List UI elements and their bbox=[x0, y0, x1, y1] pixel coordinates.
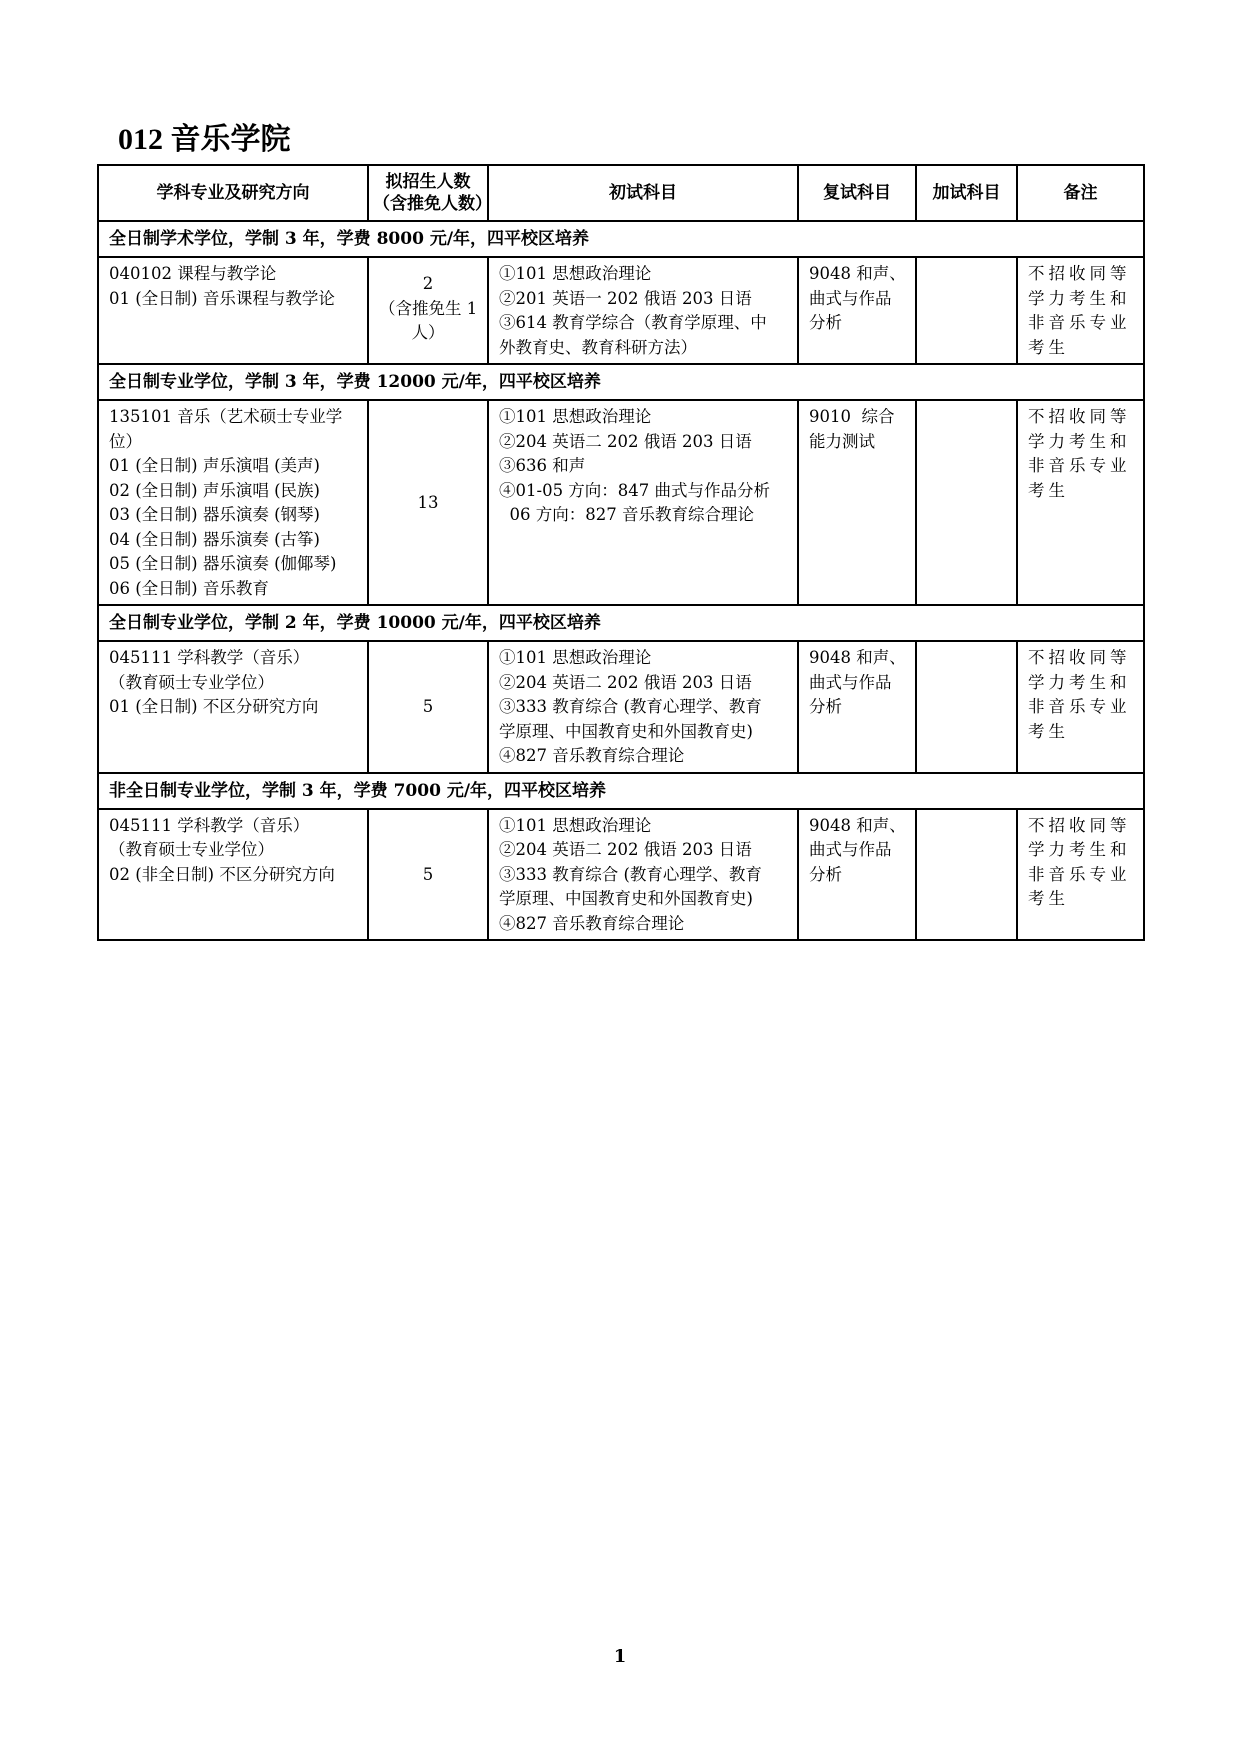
initial-exam-cell bbox=[488, 809, 798, 941]
remarks-cell bbox=[1017, 809, 1144, 941]
retest-cell bbox=[798, 641, 916, 773]
exam-line: ②204 英语二 202 俄语 203 日语 bbox=[499, 840, 752, 859]
remark-line: 考生 bbox=[1028, 480, 1069, 500]
remark-line: 学力考生和 bbox=[1028, 672, 1131, 692]
major-line: 040102 课程与教学论 bbox=[109, 264, 277, 283]
initial-exam-cell bbox=[488, 257, 798, 364]
exam-line: ①101 思想政治理论 bbox=[499, 648, 652, 667]
quota-line: 5 bbox=[422, 697, 434, 716]
table-row bbox=[98, 809, 1144, 941]
exam-line: ④01-05 方向：847 曲式与作品分析 bbox=[499, 480, 771, 500]
section-heading: 非全日制专业学位，学制 3 年，学费 7000 元/年，四平校区培养 bbox=[98, 773, 1144, 809]
exam-line: ③333 教育综合 (教育心理学、教育 bbox=[499, 864, 762, 884]
remark-line: 考生 bbox=[1028, 889, 1069, 908]
exam-line: ①101 思想政治理论 bbox=[499, 264, 652, 283]
remark-line: 不招收同等 bbox=[1028, 407, 1131, 426]
header-quota bbox=[368, 165, 492, 221]
section-heading: 全日制专业学位，学制 3 年，学费 12000 元/年，四平校区培养 bbox=[98, 364, 1144, 400]
quota-line: （含推免生 1 bbox=[379, 298, 478, 318]
initial-exam-cell bbox=[488, 400, 798, 605]
page-title: 012 音乐学院 bbox=[118, 123, 291, 156]
retest-line: 9048 和声、 bbox=[809, 815, 906, 835]
major-line: 045111 学科教学（音乐） bbox=[109, 648, 310, 667]
header-quota-line2: （含推免人数） bbox=[373, 194, 492, 214]
quota-cell bbox=[368, 809, 488, 941]
remark-line: 非音乐专业 bbox=[1028, 697, 1131, 716]
exam-line: ②201 英语一 202 俄语 203 日语 bbox=[499, 288, 752, 308]
section-heading-row bbox=[98, 605, 1144, 641]
major-line: 045111 学科教学（音乐） bbox=[109, 815, 310, 835]
retest-line: 曲式与作品 bbox=[809, 672, 892, 692]
remark-line: 学力考生和 bbox=[1028, 840, 1131, 859]
remark-line: 不招收同等 bbox=[1028, 264, 1131, 283]
exam-line: ②204 英语二 202 俄语 203 日语 bbox=[499, 672, 752, 692]
exam-line: ④827 音乐教育综合理论 bbox=[499, 913, 685, 933]
exam-line: 学原理、中国教育史和外国教育史) bbox=[499, 889, 753, 908]
quota-cell bbox=[368, 400, 488, 605]
remark-line: 非音乐专业 bbox=[1028, 313, 1131, 332]
section-heading-row bbox=[98, 364, 1144, 400]
retest-line: 能力测试 bbox=[809, 431, 875, 451]
retest-line: 曲式与作品 bbox=[809, 288, 892, 308]
quota-line: 13 bbox=[417, 492, 439, 512]
exam-line: 06 方向：827 音乐教育综合理论 bbox=[499, 505, 754, 524]
quota-line: 人） bbox=[411, 323, 445, 342]
retest-line: 分析 bbox=[809, 697, 842, 716]
retest-line: 9010 综合 bbox=[809, 407, 895, 426]
header-major: 学科专业及研究方向 bbox=[98, 165, 368, 221]
header-retest: 复试科目 bbox=[798, 165, 916, 221]
major-line: 05 (全日制) 器乐演奏 (伽倻琴) bbox=[109, 554, 337, 573]
retest-line: 分析 bbox=[809, 864, 842, 884]
header-extra-exam: 加试科目 bbox=[916, 165, 1017, 221]
extra-exam-cell bbox=[916, 257, 1017, 364]
retest-line: 9048 和声、 bbox=[809, 648, 906, 667]
major-line: 02 (非全日制) 不区分研究方向 bbox=[109, 864, 335, 884]
remarks-cell bbox=[1017, 400, 1144, 605]
major-line: 01 (全日制) 声乐演唱 (美声) bbox=[109, 456, 320, 475]
major-line: 03 (全日制) 器乐演奏 (钢琴) bbox=[109, 505, 320, 524]
major-line: 01 (全日制) 不区分研究方向 bbox=[109, 697, 319, 716]
exam-line: ②204 英语二 202 俄语 203 日语 bbox=[499, 431, 752, 451]
section-heading-row bbox=[98, 773, 1144, 809]
table-header-row bbox=[98, 165, 1144, 221]
quota-cell bbox=[368, 641, 488, 773]
quota-line: 2 bbox=[422, 274, 434, 293]
exam-line: 学原理、中国教育史和外国教育史) bbox=[499, 721, 753, 741]
major-line: 06 (全日制) 音乐教育 bbox=[109, 578, 269, 598]
extra-exam-cell bbox=[916, 400, 1017, 605]
retest-cell bbox=[798, 809, 916, 941]
exam-line: ③614 教育学综合（教育学原理、中 bbox=[499, 313, 767, 332]
major-cell bbox=[98, 400, 368, 605]
major-cell bbox=[98, 809, 368, 941]
exam-line: 外教育史、教育科研方法） bbox=[499, 337, 697, 357]
exam-line: ①101 思想政治理论 bbox=[499, 407, 652, 426]
exam-line: ①101 思想政治理论 bbox=[499, 815, 652, 835]
major-line: （教育硕士专业学位） bbox=[109, 672, 274, 692]
page-number: 1 bbox=[613, 1646, 627, 1667]
major-line: （教育硕士专业学位） bbox=[109, 840, 274, 859]
quota-line: 5 bbox=[422, 864, 434, 884]
major-cell bbox=[98, 257, 368, 364]
section-heading: 全日制学术学位，学制 3 年，学费 8000 元/年，四平校区培养 bbox=[98, 221, 1144, 257]
retest-line: 分析 bbox=[809, 313, 842, 332]
table-row bbox=[98, 257, 1144, 364]
header-remarks: 备注 bbox=[1017, 165, 1144, 221]
remark-line: 不招收同等 bbox=[1028, 815, 1131, 835]
extra-exam-cell bbox=[916, 809, 1017, 941]
header-quota-line1: 拟招生人数 bbox=[385, 172, 471, 192]
major-line: 135101 音乐（艺术硕士专业学 bbox=[109, 407, 343, 426]
retest-line: 曲式与作品 bbox=[809, 840, 892, 859]
table-row bbox=[98, 400, 1144, 605]
header-initial-exam: 初试科目 bbox=[488, 165, 798, 221]
remark-line: 学力考生和 bbox=[1028, 431, 1131, 451]
remark-line: 考生 bbox=[1028, 721, 1069, 741]
remark-line: 考生 bbox=[1028, 337, 1069, 357]
extra-exam-cell bbox=[916, 641, 1017, 773]
major-cell bbox=[98, 641, 368, 773]
retest-cell bbox=[798, 257, 916, 364]
table-row bbox=[98, 641, 1144, 773]
exam-line: ④827 音乐教育综合理论 bbox=[499, 746, 685, 765]
quota-cell bbox=[368, 257, 488, 364]
exam-line: ③636 和声 bbox=[499, 456, 586, 475]
remark-line: 非音乐专业 bbox=[1028, 456, 1131, 475]
major-line: 02 (全日制) 声乐演唱 (民族) bbox=[109, 480, 320, 500]
retest-line: 9048 和声、 bbox=[809, 264, 906, 283]
remark-line: 不招收同等 bbox=[1028, 648, 1131, 667]
remark-line: 学力考生和 bbox=[1028, 288, 1131, 308]
major-line: 04 (全日制) 器乐演奏 (古筝) bbox=[109, 529, 320, 549]
retest-cell bbox=[798, 400, 916, 605]
exam-line: ③333 教育综合 (教育心理学、教育 bbox=[499, 697, 762, 716]
remarks-cell bbox=[1017, 641, 1144, 773]
major-line: 位） bbox=[109, 431, 142, 451]
section-heading: 全日制专业学位，学制 2 年，学费 10000 元/年，四平校区培养 bbox=[98, 605, 1144, 641]
section-heading-row bbox=[98, 221, 1144, 257]
remark-line: 非音乐专业 bbox=[1028, 864, 1131, 884]
major-line: 01 (全日制) 音乐课程与教学论 bbox=[109, 288, 335, 308]
initial-exam-cell bbox=[488, 641, 798, 773]
remarks-cell bbox=[1017, 257, 1144, 364]
enrollment-plan-table bbox=[97, 164, 1145, 941]
